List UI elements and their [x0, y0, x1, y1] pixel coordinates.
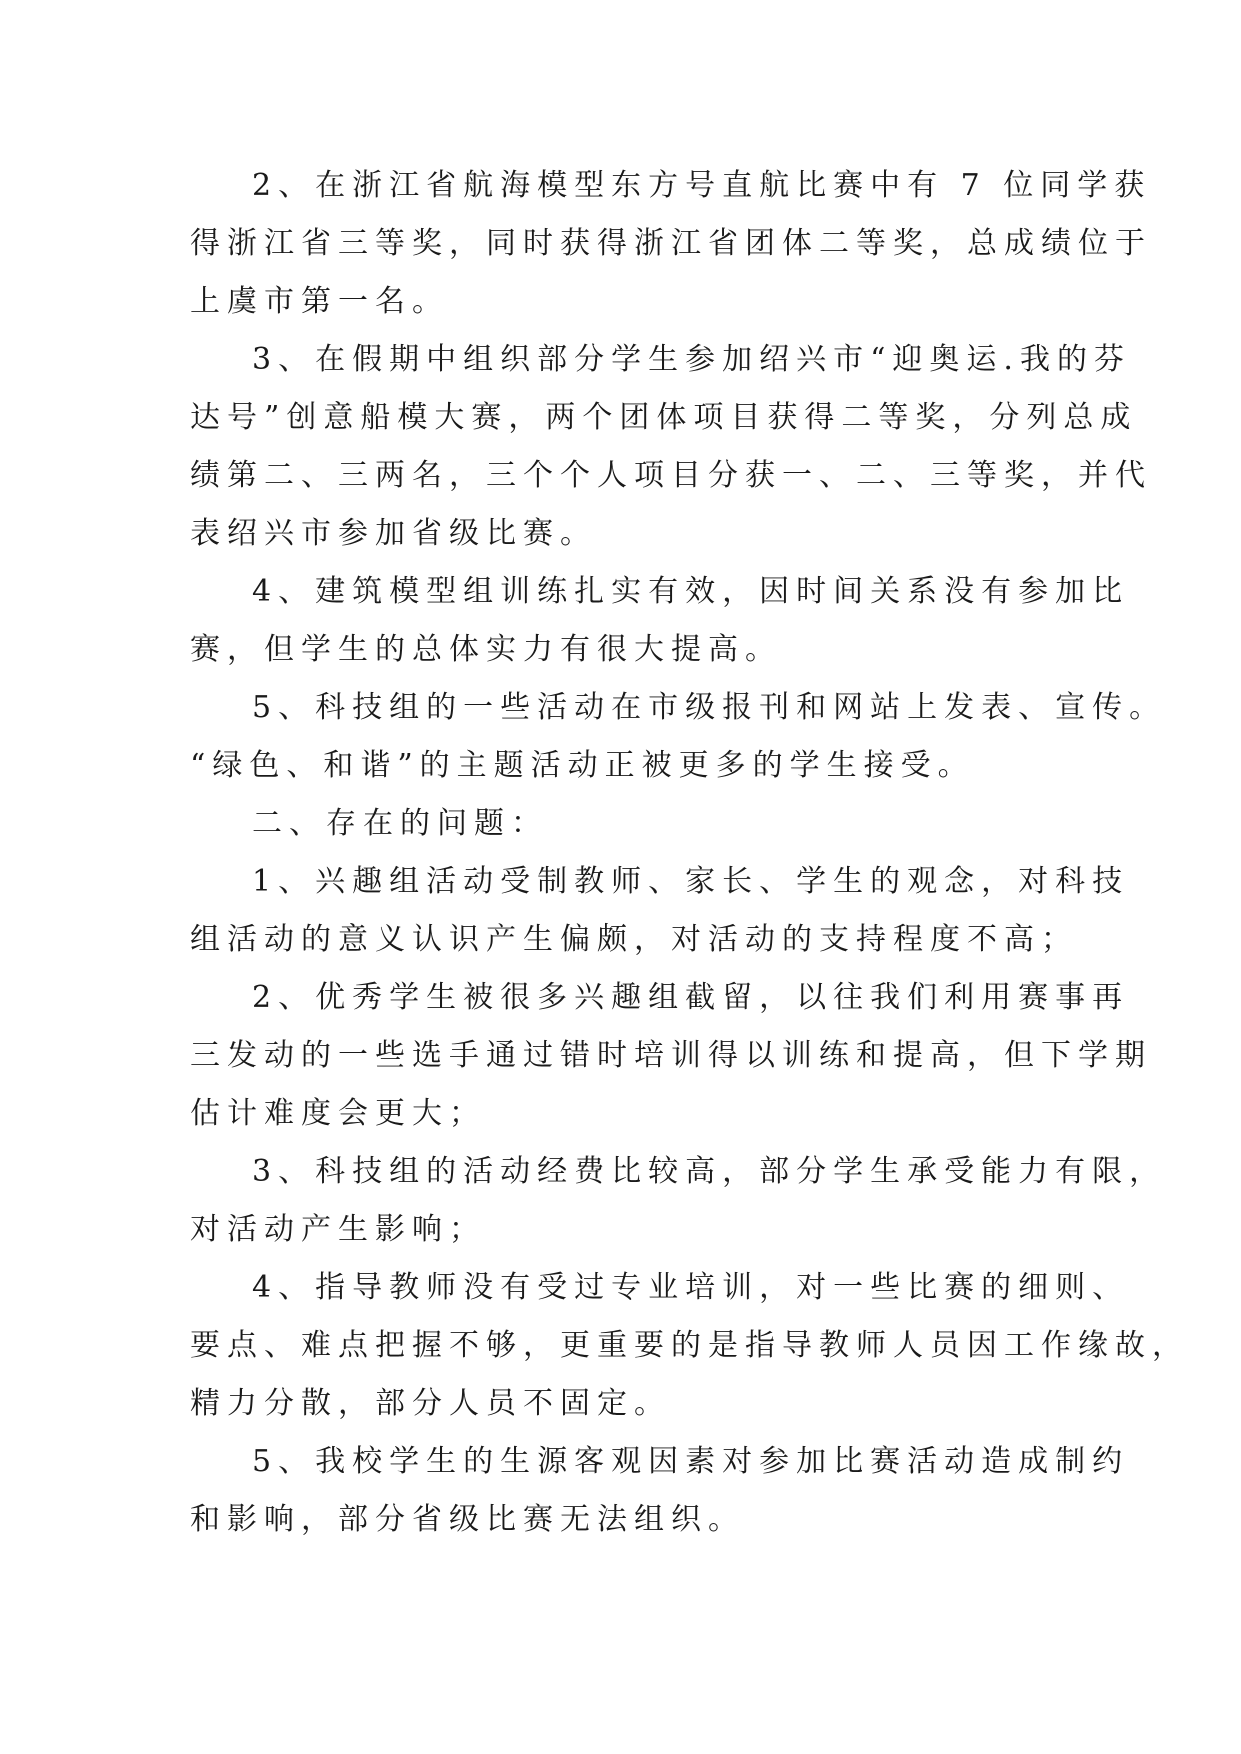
paragraph-4 — [190, 679, 1167, 795]
text-line: 2、优秀学生被很多兴趣组截留，以往我们利用赛事再 — [252, 980, 1130, 1015]
text-line: 1、兴趣组活动受制教师、家长、学生的观念，对科技 — [252, 864, 1130, 899]
paragraph-3 — [190, 563, 1130, 679]
text-line: 得浙江省三等奖，同时获得浙江省团体二等奖，总成绩位于 — [190, 226, 1152, 261]
paragraph-7 — [190, 969, 1152, 1143]
text-line: 二、存在的问题： — [252, 806, 548, 841]
text-line: 赛，但学生的总体实力有很大提高。 — [190, 632, 782, 667]
paragraph-9 — [190, 1259, 1189, 1433]
text-line: 和影响，部分省级比赛无法组织。 — [190, 1502, 745, 1537]
text-line: 绩第二、三两名，三个个人项目分获一、二、三等奖，并代 — [190, 458, 1152, 493]
text-line: 组活动的意义认识产生偏颇，对活动的支持程度不高； — [190, 922, 1078, 957]
text-line: 精力分散，部分人员不固定。 — [190, 1386, 671, 1421]
text-line: 表绍兴市参加省级比赛。 — [190, 516, 597, 551]
text-line: 对活动产生影响； — [190, 1212, 486, 1247]
text-line: 要点、难点把握不够，更重要的是指导教师人员因工作缘故， — [190, 1328, 1189, 1363]
text-line: 估计难度会更大； — [190, 1096, 486, 1131]
text-line: 3、在假期中组织部分学生参加绍兴市“迎奥运.我的芬 — [252, 342, 1131, 377]
text-line: 3、科技组的活动经费比较高，部分学生承受能力有限， — [252, 1154, 1167, 1189]
text-line: 5、科技组的一些活动在市级报刊和网站上发表、宣传。 — [252, 690, 1167, 725]
text-line: 4、建筑模型组训练扎实有效，因时间关系没有参加比 — [252, 574, 1130, 609]
paragraph-1 — [190, 157, 1152, 331]
text-line: 4、指导教师没有受过专业培训，对一些比赛的细则、 — [252, 1270, 1130, 1305]
text-line: 上虞市第一名。 — [190, 284, 449, 319]
paragraph-6 — [190, 853, 1130, 969]
section-heading — [190, 795, 1090, 853]
paragraph-2 — [190, 331, 1152, 563]
text-line: 达号”创意船模大赛，两个团体项目获得二等奖，分列总成 — [190, 400, 1138, 435]
paragraph-10 — [190, 1433, 1130, 1549]
text-line: “绿色、和谐”的主题活动正被更多的学生接受。 — [190, 748, 975, 783]
text-line: 5、我校学生的生源客观因素对参加比赛活动造成制约 — [252, 1444, 1130, 1479]
document-body — [190, 157, 1189, 1549]
text-line: 三发动的一些选手通过错时培训得以训练和提高，但下学期 — [190, 1038, 1152, 1073]
text-line: 2、在浙江省航海模型东方号直航比赛中有 7 位同学获 — [252, 168, 1152, 203]
paragraph-8 — [190, 1143, 1167, 1259]
